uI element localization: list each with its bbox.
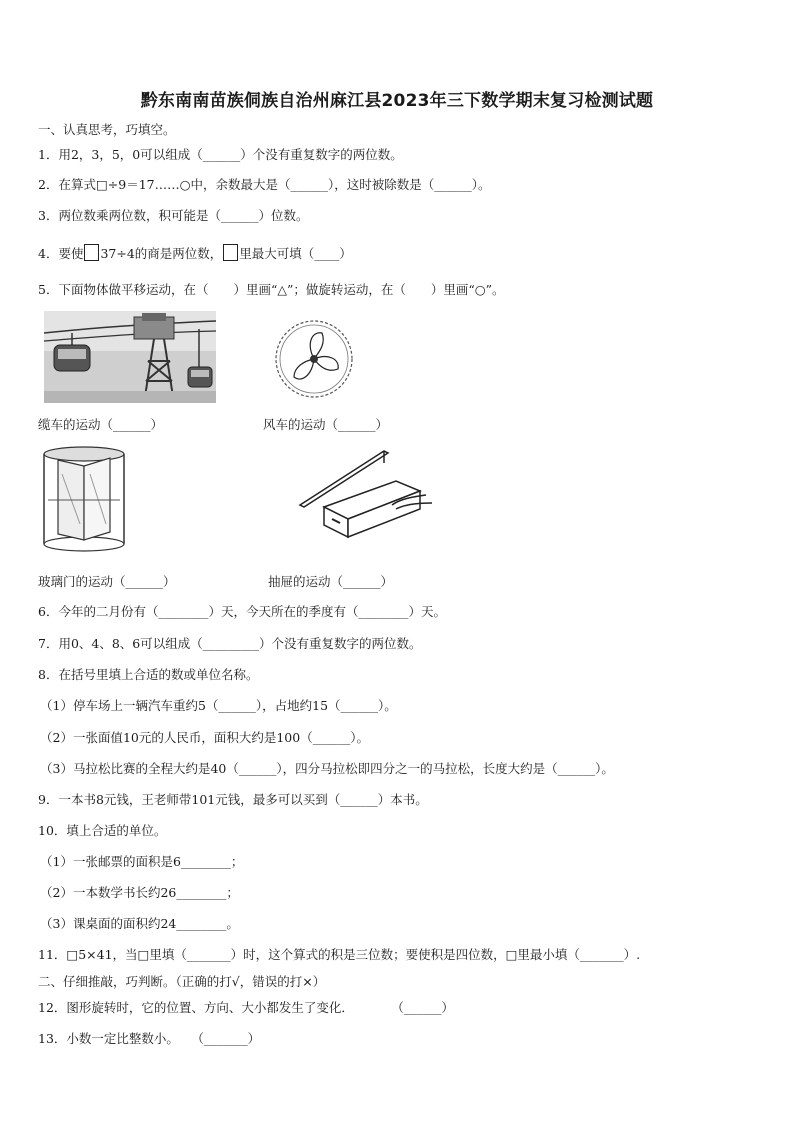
question-1: 1．用2，3，5，0可以组成（______）个没有重复数字的两位数。 <box>38 147 403 162</box>
question-8-1: （1）停车场上一辆汽车重约5（______），占地约15（______）。 <box>40 698 397 713</box>
question-4-part-b: 37÷4的商是两位数， <box>100 246 223 261</box>
question-10-1: （1）一张邮票的面积是6________； <box>40 854 244 869</box>
question-6: 6．今年的二月份有（________）天，今天所在的季度有（________）天。 <box>38 604 446 619</box>
question-10: 10．填上合适的单位。 <box>38 823 167 838</box>
blank-box-icon <box>84 244 99 261</box>
question-7: 7．用0、4、8、6可以组成（_________）个没有重复数字的两位数。 <box>38 636 422 651</box>
section-heading-judge: 二、仔细推敲，巧判断。（正确的打√，错误的打×） <box>38 974 326 989</box>
question-8-2: （2）一张面值10元的人民币，面积大约是100（______）。 <box>40 730 369 745</box>
question-4-part-a: 4．要使 <box>38 246 84 261</box>
caption-drawer: 抽屉的运动（______） <box>268 574 394 589</box>
question-11: 11．□5×41，当□里填（_______）时，这个算式的积是三位数；要使积是四位数，□里最小填（_______）. <box>38 947 641 962</box>
question-8: 8．在括号里填上合适的数或单位名称。 <box>38 667 259 682</box>
question-3: 3．两位数乘两位数，积可能是（______）位数。 <box>38 208 309 223</box>
question-2: 2．在算式□÷9＝17……○中，余数最大是（______），这时被除数是（______）。 <box>38 177 491 192</box>
caption-windmill: 风车的运动（______） <box>263 417 389 432</box>
question-12: 12．图形旋转时，它的位置、方向、大小都发生了变化． （______） <box>38 1000 454 1015</box>
question-4 <box>38 244 352 263</box>
question-5: 5．下面物体做平移运动，在（ ）里画“△”；做旋转运动，在（ ）里画“○”。 <box>38 282 505 297</box>
question-4-part-c: 里最大可填（____） <box>239 246 352 261</box>
caption-glass-door: 玻璃门的运动（______） <box>38 574 176 589</box>
section-heading-fill-blank: 一、认真思考，巧填空。 <box>38 122 176 137</box>
question-8-3: （3）马拉松比赛的全程大约是40（______），四分马拉松即四分之一的马拉松，长度大约是（______）。 <box>40 761 614 776</box>
question-10-2: （2）一本数学书长约26________； <box>40 885 239 900</box>
question-13: 13．小数一定比整数小。 （_______） <box>38 1031 261 1046</box>
page-title: 黔东南南苗族侗族自治州麻江县2023年三下数学期末复习检测试题 <box>140 91 654 111</box>
blank-box-icon <box>223 244 238 261</box>
question-10-3: （3）课桌面的面积约24________。 <box>40 916 239 931</box>
drawer-image <box>296 447 438 547</box>
question-9: 9．一本书8元钱，王老师带101元钱，最多可以买到（______）本书。 <box>38 792 428 807</box>
caption-cable-car: 缆车的运动（______） <box>38 417 164 432</box>
cable-car-image <box>44 311 216 403</box>
windmill-image <box>272 317 356 401</box>
revolving-door-image <box>40 444 128 552</box>
